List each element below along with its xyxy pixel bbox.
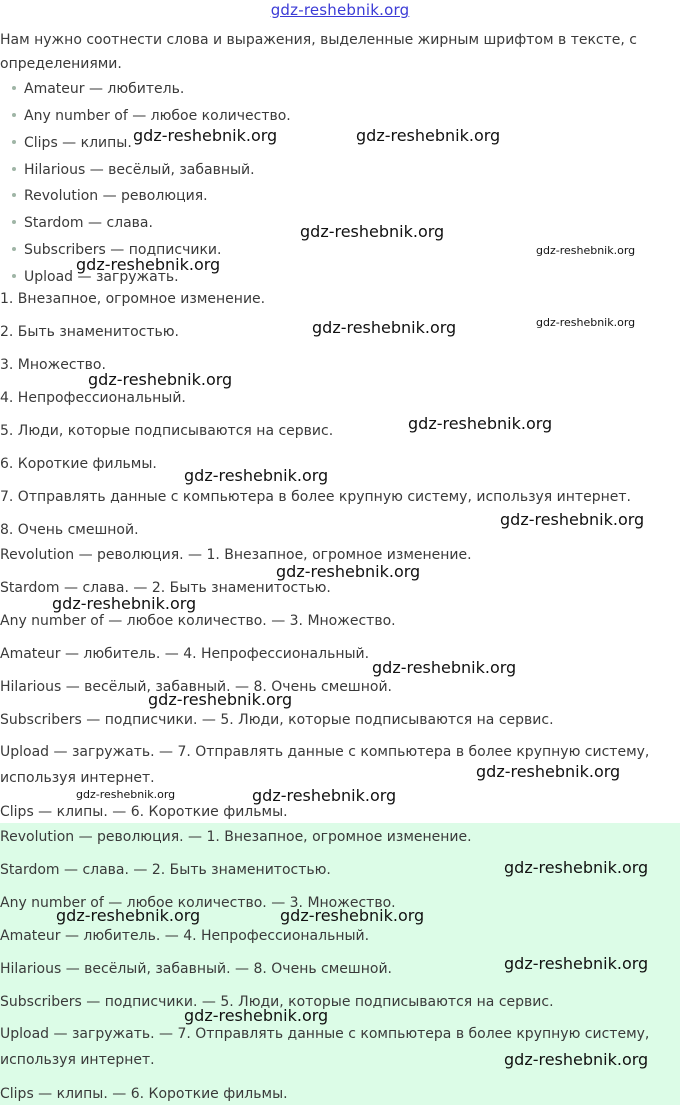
match-item: Stardom — слава. — 2. Быть знаменитостью. — [0, 580, 331, 596]
glossary-text: Clips — клипы. — [24, 135, 132, 151]
watermark: gdz-reshebnik.org — [312, 318, 457, 337]
glossary-text: Stardom — слава. — [24, 215, 153, 231]
glossary-item — [12, 134, 132, 152]
watermark: gdz-reshebnik.org — [504, 954, 649, 973]
match-item: Upload — загружать. — 7. Отправлять данные с компьютера в более крупную систему, используя интернет. — [0, 744, 650, 786]
watermark: gdz-reshebnik.org — [300, 222, 445, 241]
watermark: gdz-reshebnik.org — [476, 762, 621, 781]
bullet-icon — [12, 167, 16, 171]
definition-item: 4. Непрофессиональный. — [0, 390, 186, 406]
answer-item: Subscribers — подписчики. — 5. Люди, которые подписываются на сервис. — [0, 994, 554, 1010]
watermark: gdz-reshebnik.org — [504, 858, 649, 877]
definition-item: 5. Люди, которые подписываются на сервис. — [0, 423, 334, 439]
match-item: Hilarious — весёлый, забавный. — 8. Очень смешной. — [0, 679, 392, 695]
glossary-item — [12, 161, 255, 179]
watermark: gdz-reshebnik.org — [56, 906, 201, 925]
watermark: gdz-reshebnik.org — [536, 316, 636, 329]
glossary-text: Revolution — революция. — [24, 188, 208, 204]
watermark: gdz-reshebnik.org — [276, 562, 421, 581]
watermark: gdz-reshebnik.org — [372, 658, 517, 677]
answer-item: Any number of — любое количество. — 3. Множество. — [0, 895, 396, 911]
glossary-item — [12, 187, 208, 205]
definition-item: 7. Отправлять данные с компьютера в более крупную систему, используя интернет. — [0, 489, 631, 505]
match-item: Subscribers — подписчики. — 5. Люди, которые подписываются на сервис. — [0, 712, 554, 728]
watermark: gdz-reshebnik.org — [356, 126, 501, 145]
glossary-text: Any number of — любое количество. — [24, 108, 291, 124]
watermark: gdz-reshebnik.org — [76, 788, 176, 801]
watermark: gdz-reshebnik.org — [504, 1050, 649, 1069]
definition-item: 3. Множество. — [0, 357, 106, 373]
watermark: gdz-reshebnik.org — [280, 906, 425, 925]
bullet-icon — [12, 274, 16, 278]
answer-item: Stardom — слава. — 2. Быть знаменитостью. — [0, 862, 331, 878]
answer-item: Hilarious — весёлый, забавный. — 8. Очень смешной. — [0, 961, 392, 977]
definition-item: 8. Очень смешной. — [0, 522, 139, 538]
bullet-icon — [12, 86, 16, 90]
watermark: gdz-reshebnik.org — [184, 1006, 329, 1025]
watermark: gdz-reshebnik.org — [500, 510, 645, 529]
watermark: gdz-reshebnik.org — [536, 244, 636, 257]
watermark: gdz-reshebnik.org — [52, 594, 197, 613]
glossary-text: Amateur — любитель. — [24, 81, 185, 97]
watermark: gdz-reshebnik.org — [88, 370, 233, 389]
watermark: gdz-reshebnik.org — [184, 466, 329, 485]
watermark: gdz-reshebnik.org — [408, 414, 553, 433]
definition-item: 6. Короткие фильмы. — [0, 456, 157, 472]
task-intro: Нам нужно соотнести слова и выражения, выделенные жирным шрифтом в тексте, с определениями. — [0, 32, 637, 72]
answer-item: Upload — загружать. — 7. Отправлять данные с компьютера в более крупную систему, используя интернет. — [0, 1026, 650, 1068]
match-item: Any number of — любое количество. — 3. Множество. — [0, 613, 396, 629]
site-watermark-link[interactable]: gdz-reshebnik.org — [270, 1, 410, 19]
answer-item: Revolution — революция. — 1. Внезапное, огромное изменение. — [0, 829, 472, 845]
answer-item: Amateur — любитель. — 4. Непрофессиональный. — [0, 928, 370, 944]
definition-item: 1. Внезапное, огромное изменение. — [0, 291, 266, 307]
watermark: gdz-reshebnik.org — [76, 255, 221, 274]
glossary-item — [12, 107, 291, 125]
glossary-text: Subscribers — подписчики. — [24, 242, 222, 258]
match-item: Revolution — революция. — 1. Внезапное, огромное изменение. — [0, 547, 472, 563]
definition-item: 2. Быть знаменитостью. — [0, 324, 179, 340]
glossary-item — [12, 214, 153, 232]
watermark: gdz-reshebnik.org — [252, 786, 397, 805]
bullet-icon — [12, 140, 16, 144]
answer-item: Clips — клипы. — 6. Короткие фильмы. — [0, 1086, 288, 1102]
match-item: Amateur — любитель. — 4. Непрофессиональный. — [0, 646, 370, 662]
bullet-icon — [12, 193, 16, 197]
bullet-icon — [12, 220, 16, 224]
watermark: gdz-reshebnik.org — [133, 126, 278, 145]
match-item: Clips — клипы. — 6. Короткие фильмы. — [0, 804, 288, 820]
glossary-item — [12, 80, 184, 98]
glossary-text: Upload — загружать. — [24, 269, 179, 285]
glossary-text: Hilarious — весёлый, забавный. — [24, 162, 255, 178]
watermark: gdz-reshebnik.org — [148, 690, 293, 709]
bullet-icon — [12, 113, 16, 117]
bullet-icon — [12, 247, 16, 251]
